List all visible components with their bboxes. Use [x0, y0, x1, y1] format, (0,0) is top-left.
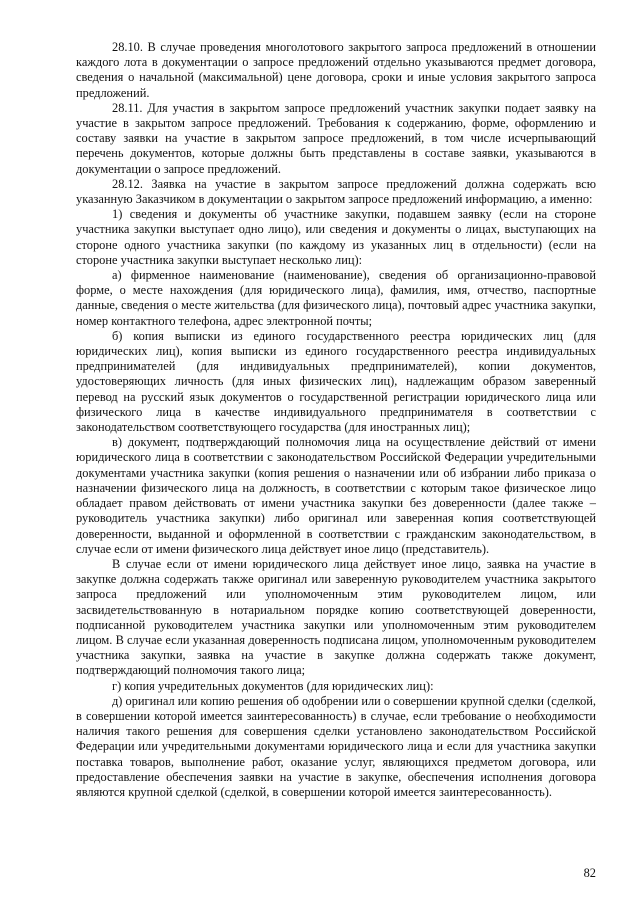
paragraph-item-a: а) фирменное наименование (наименование), сведения об организационно-правовой форме, о месте нахождения (для юридического лица), фамилия, имя, отчество, паспортные данные, сведения о месте жительства (для физического лица), почтовый адрес участника закупки, номер контактного телефона, адрес электронной почты;	[76, 268, 596, 328]
paragraph-28-11: 28.11. Для участия в закрытом запросе предложений участник закупки подает заявку на участие в закрытом запросе предложений. Требования к содержанию, форме, оформлению и составу заявки на участие в закрытом запросе предложений, в том числе исчерпывающий перечень документов, которые должны быть представлены в составе заявки, указываются в документации о запросе предложений.	[76, 100, 596, 176]
paragraph-item-v: в) документ, подтверждающий полномочия лица на осуществление действий от имени юридического лица в соответствии с законодательством Российской Федерации учредительными документами участника закупки (копия решения о назначении или об избрании либо приказа о назначении физического лица на должность, в соответствии с которым такое физическое лицо обладает правом действовать от имени участника закупки без доверенности (далее также – руководитель участника закупки) либо оригинал или заверенная копия соответствующей доверенности, выданной и оформленной в соответствии с гражданским законодательством, в случае если от имени физического лица действует иное лицо (представитель).	[76, 435, 596, 556]
paragraph-item-1: 1) сведения и документы об участнике закупки, подавшем заявку (если на стороне участника закупки выступает одно лицо), или сведения и документы о лицах, выступающих на стороне одного участника закупки (по каждому из указанных лиц в отдельности) (если на стороне участника закупки выступает несколько лиц):	[76, 207, 596, 267]
paragraph-28-12: 28.12. Заявка на участие в закрытом запросе предложений должна содержать всю указанную Заказчиком в документации о закрытом запросе предложений информацию, а именно:	[76, 176, 596, 207]
paragraph-28-10: 28.10. В случае проведения многолотового закрытого запроса предложений в отношении каждого лота в документации о запросе предложений отдельно указываются предмет договора, сведения о начальной (максимальной) цене договора, сроки и иные условия закрытого запроса предложений.	[76, 40, 596, 100]
paragraph-item-d: д) оригинал или копию решения об одобрении или о совершении крупной сделки (сделкой, в совершении которой имеется заинтересованность) в случае, если требование о необходимости наличия такого решения для совершения сделки установлено законодательством Российской Федерации или учредительными документами юридического лица и если для участника закупки поставка товаров, выполнение работ, оказание услуг, являющихся предметом договора, или предоставление обеспечения заявки на участие в закупке, обеспечения исполнения договора являются крупной сделкой (сделкой, в совершении которой имеется заинтересованность).	[76, 693, 596, 799]
paragraph-item-b: б) копия выписки из единого государственного реестра юридических лиц (для юридических лиц), копия выписки из единого государственного реестра индивидуальных предпринимателей (для индивидуальных предпринимателей), копии документов, удостоверяющих личность (для иных физических лиц), надлежащим образом заверенный перевод на русский язык документов о государственной регистрации юридического лица или физического лица в качестве индивидуального предпринимателя в соответствии с законодательством соответствующего государства (для иностранных лиц);	[76, 328, 596, 435]
paragraph-item-g: г) копия учредительных документов (для юридических лиц):	[112, 678, 434, 693]
document-page	[76, 40, 596, 800]
page-number: 82	[583, 866, 596, 880]
paragraph-representative: В случае если от имени юридического лица действует иное лицо, заявка на участие в закупке должна содержать также оригинал или заверенную руководителем участника закрытого запроса предложений или уполномоченным этим руководителем лицом, или засвидетельствованную в нотариальном порядке копию соответствующей доверенности, подписанной руководителем участника закупки или уполномоченным этим руководителем лицом. В случае если указанная доверенность подписана лицом, уполномоченным руководителем участника закупки, заявка на участие в закупке должна содержать также документ, подтверждающий полномочия такого лица;	[76, 556, 596, 678]
